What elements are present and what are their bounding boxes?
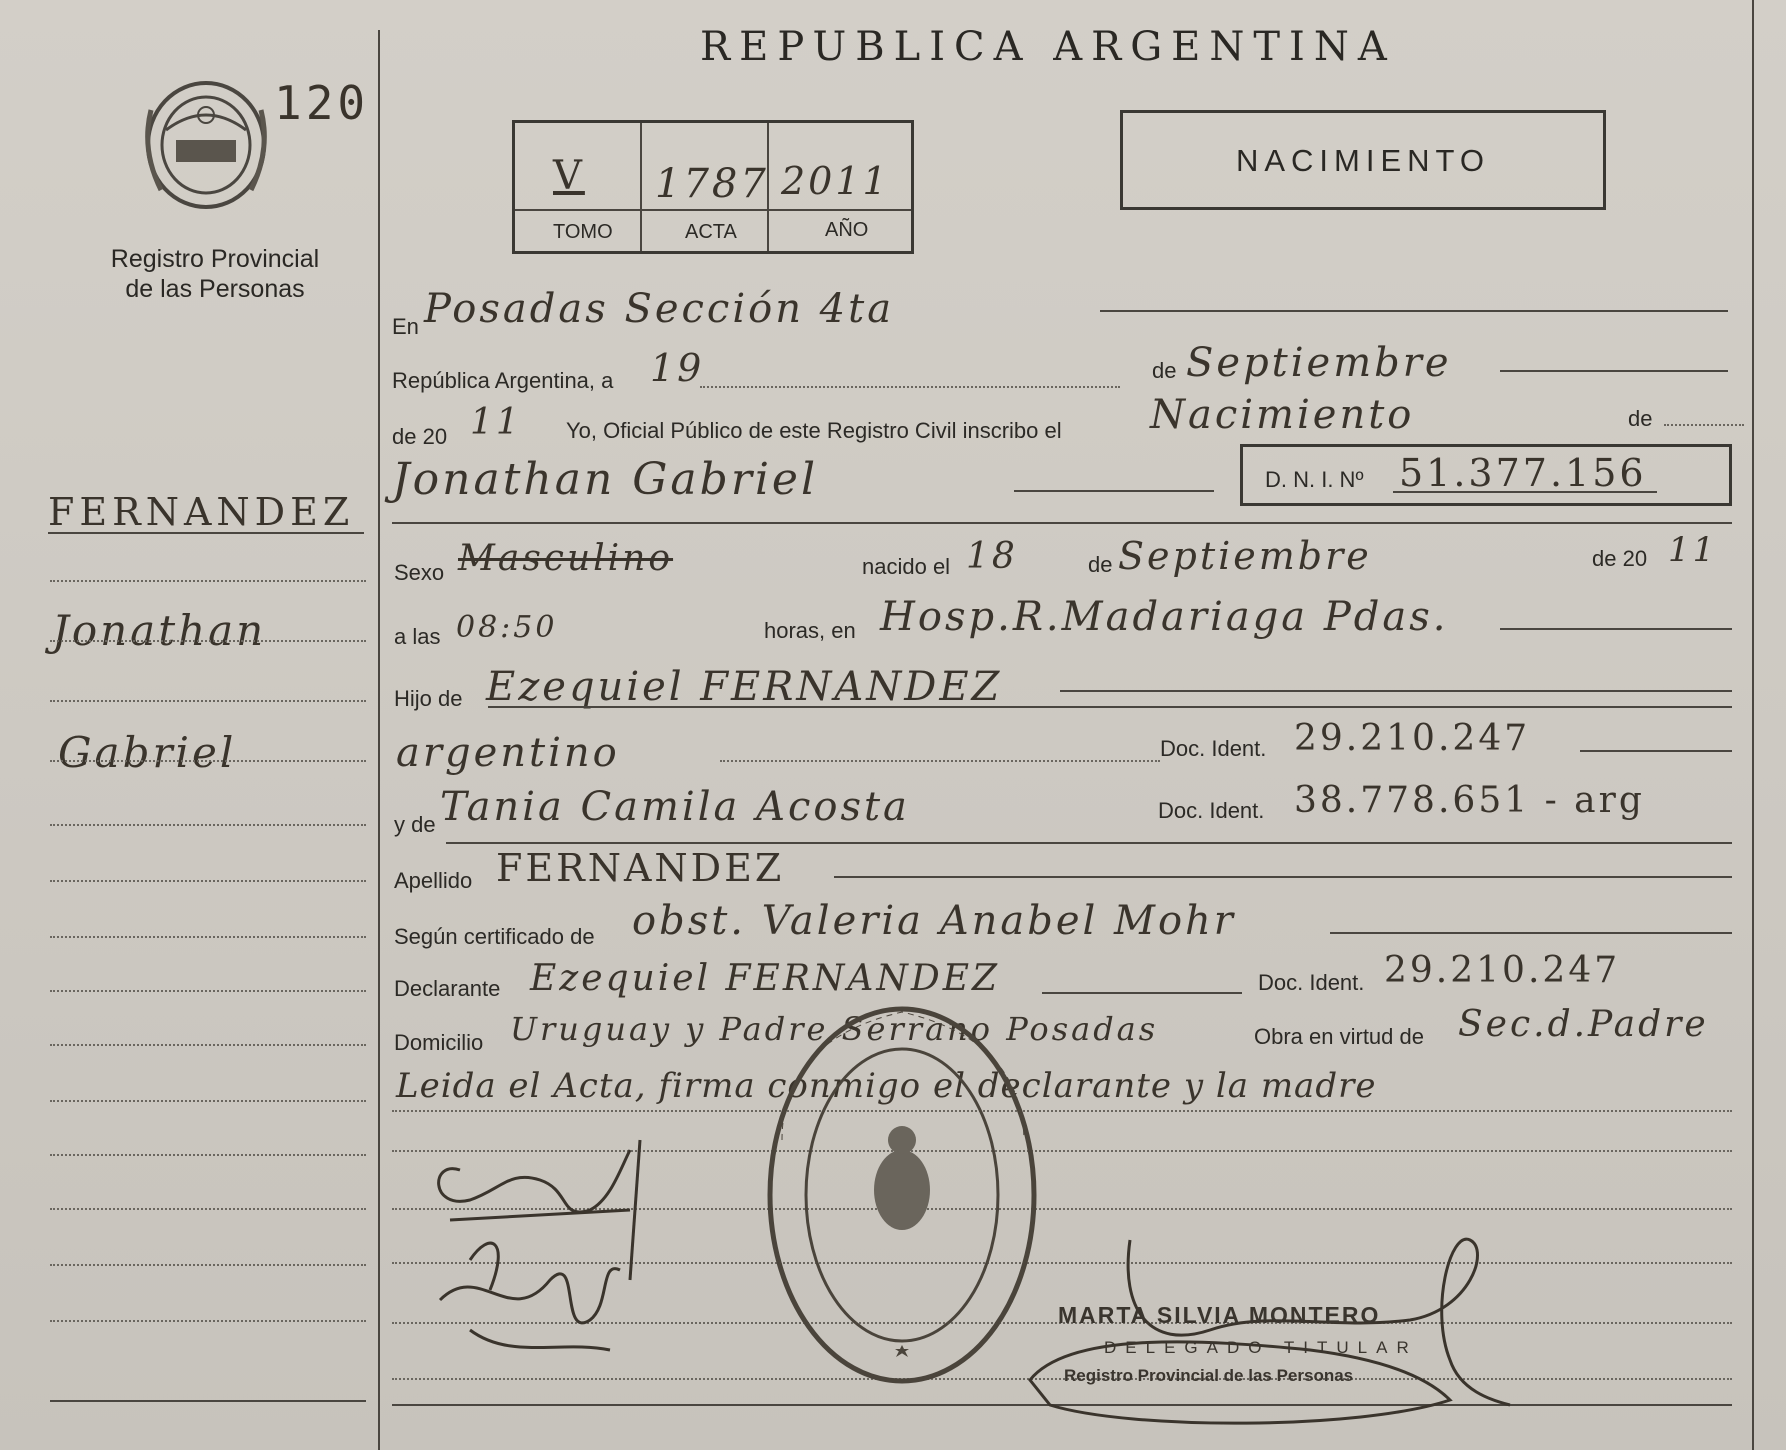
declarante-value: Ezequiel FERNANDEZ [530,958,1001,999]
horas-label: horas, en [764,618,856,643]
apellido-value: FERNANDEZ [496,846,785,890]
year-prefix-label: de 20 [392,424,448,449]
provincial-seal-icon [136,70,276,220]
margin-rule [50,824,366,826]
declarante-doc-value: 29.210.247 [1384,950,1621,991]
oficial-label: Yo, Oficial Público de este Registro Civil inscribo el [566,418,1062,443]
declarante-rule [1042,992,1242,994]
segun-rule [1330,932,1732,934]
obra-value: Sec.d.Padre [1458,1004,1709,1045]
acta-value: 1787 [655,161,769,207]
page-title: REPUBLICA ARGENTINA [700,24,1396,70]
certificate-type-label: NACIMIENTO [1235,143,1491,178]
madre-underline [446,842,1732,844]
year-value: 11 [470,402,522,443]
dni-underline [1393,491,1657,493]
nacido-de-label: de [1088,552,1113,577]
segun-label: Según certificado de [394,924,595,949]
padre-underline [488,706,1732,708]
sexo-value: Masculino [458,538,674,579]
padre-doc-rule [1580,750,1732,752]
margin-rule [50,700,366,702]
margin-second-name: Gabriel [58,728,237,777]
inscribo-rule [1664,424,1744,426]
name-row-underline [392,522,1732,524]
apellido-label: Apellido [394,868,473,893]
margin-rule [50,1044,366,1046]
month-rule [1500,370,1728,372]
official-stamp-icon [762,1000,1042,1390]
month-de-label: de [1152,358,1177,383]
apellido-rule [834,876,1732,878]
certificate-type-box [1120,110,1606,210]
margin-rule [50,990,366,992]
margin-rule [50,760,366,762]
lugar-rule [1500,628,1732,630]
registry-line-2: de las Personas [125,275,305,303]
alas-label: a las [394,624,441,649]
register-divider-1 [640,123,642,251]
margin-rule [50,1320,366,1322]
margin-rule [50,1208,366,1210]
margin-rule [50,1154,366,1156]
child-name-value: Jonathan Gabriel [392,454,819,505]
madre-doc-label: Doc. Ident. [1158,798,1265,823]
registry-line-1: Registro Provincial [110,245,320,273]
margin-rule [50,936,366,938]
official-office: Registro Provincial de las Personas [1064,1366,1354,1385]
dni-label: D. N. I. Nº [1265,467,1364,492]
madre-doc-value: 38.778.651 - arg [1294,780,1645,821]
segun-value: obst. Valeria Anabel Mohr [632,898,1236,944]
margin-rule [50,1264,366,1266]
madre-value: Tania Camila Acosta [440,784,910,830]
declarante-label: Declarante [394,976,501,1001]
tomo-value: V [553,153,585,199]
nacido-month: Septiembre [1118,534,1372,578]
name-rule [1014,490,1214,492]
margin-rule [50,880,366,882]
en-label: En [392,314,419,339]
day-rule [700,386,1120,388]
hijo-label: Hijo de [394,686,463,711]
declarante-doc-label: Doc. Ident. [1258,970,1365,995]
sexo-label: Sexo [394,560,445,585]
official-name: MARTA SILVIA MONTERO [1058,1302,1381,1328]
hora-value: 08:50 [456,610,558,645]
tomo-label: TOMO [553,221,613,243]
padre-doc-label: Doc. Ident. [1160,736,1267,761]
lugar-value: Hosp.R.Madariaga Pdas. [880,594,1449,640]
margin-rule [50,580,366,582]
margin-bottom-rule [50,1400,366,1402]
domicilio-label: Domicilio [394,1030,484,1055]
left-column-divider [378,30,380,1450]
margin-rule [50,1100,366,1102]
register-box [512,120,914,254]
inscribo-de-label: de [1628,406,1653,431]
domicilio-value: Uruguay y Padre Serrano Posadas [510,1010,1159,1048]
margin-surname-underline [48,532,364,534]
folio-number: 120 [274,76,370,130]
anio-value: 2011 [781,159,890,203]
month-value: Septiembre [1186,340,1452,386]
padre-doc-value: 29.210.247 [1294,718,1531,759]
margin-first-name: Jonathan [52,606,267,655]
nacido-year-prefix: de 20 [1592,546,1648,571]
anio-label: AÑO [825,219,869,241]
padre-nacionalidad: argentino [396,730,620,776]
margin-rule [50,640,366,642]
padre-rule [1060,690,1732,692]
official-signature [1010,1230,1530,1430]
dni-value: 51.377.156 [1399,451,1647,495]
nacido-day: 18 [966,536,1018,577]
en-rule [1100,310,1728,312]
day-value: 19 [650,346,705,390]
obra-label: Obra en virtud de [1254,1024,1424,1049]
register-row-divider [515,209,911,211]
official-title: DELEGADO TITULAR [1104,1338,1418,1357]
form-rule [392,1110,1732,1112]
padre-value: Ezequiel FERNANDEZ [486,664,1003,710]
margin-surname: FERNANDEZ [48,490,355,534]
yde-label: y de [394,812,436,837]
republica-label: República Argentina, a [392,368,614,393]
nacido-label: nacido el [862,554,951,579]
en-value: Posadas Sección 4ta [424,286,895,332]
inscribo-value: Nacimiento [1150,392,1415,438]
leida-value: Leida el Acta, firma conmigo el declarante y la madre [396,1066,1377,1106]
nacido-year: 11 [1668,530,1718,570]
registry-name [40,244,390,304]
declarant-signature [390,1130,670,1380]
acta-label: ACTA [685,221,737,243]
nacionalidad-rule [720,760,1160,762]
right-edge-rule [1752,0,1754,1450]
dni-box [1240,444,1732,506]
